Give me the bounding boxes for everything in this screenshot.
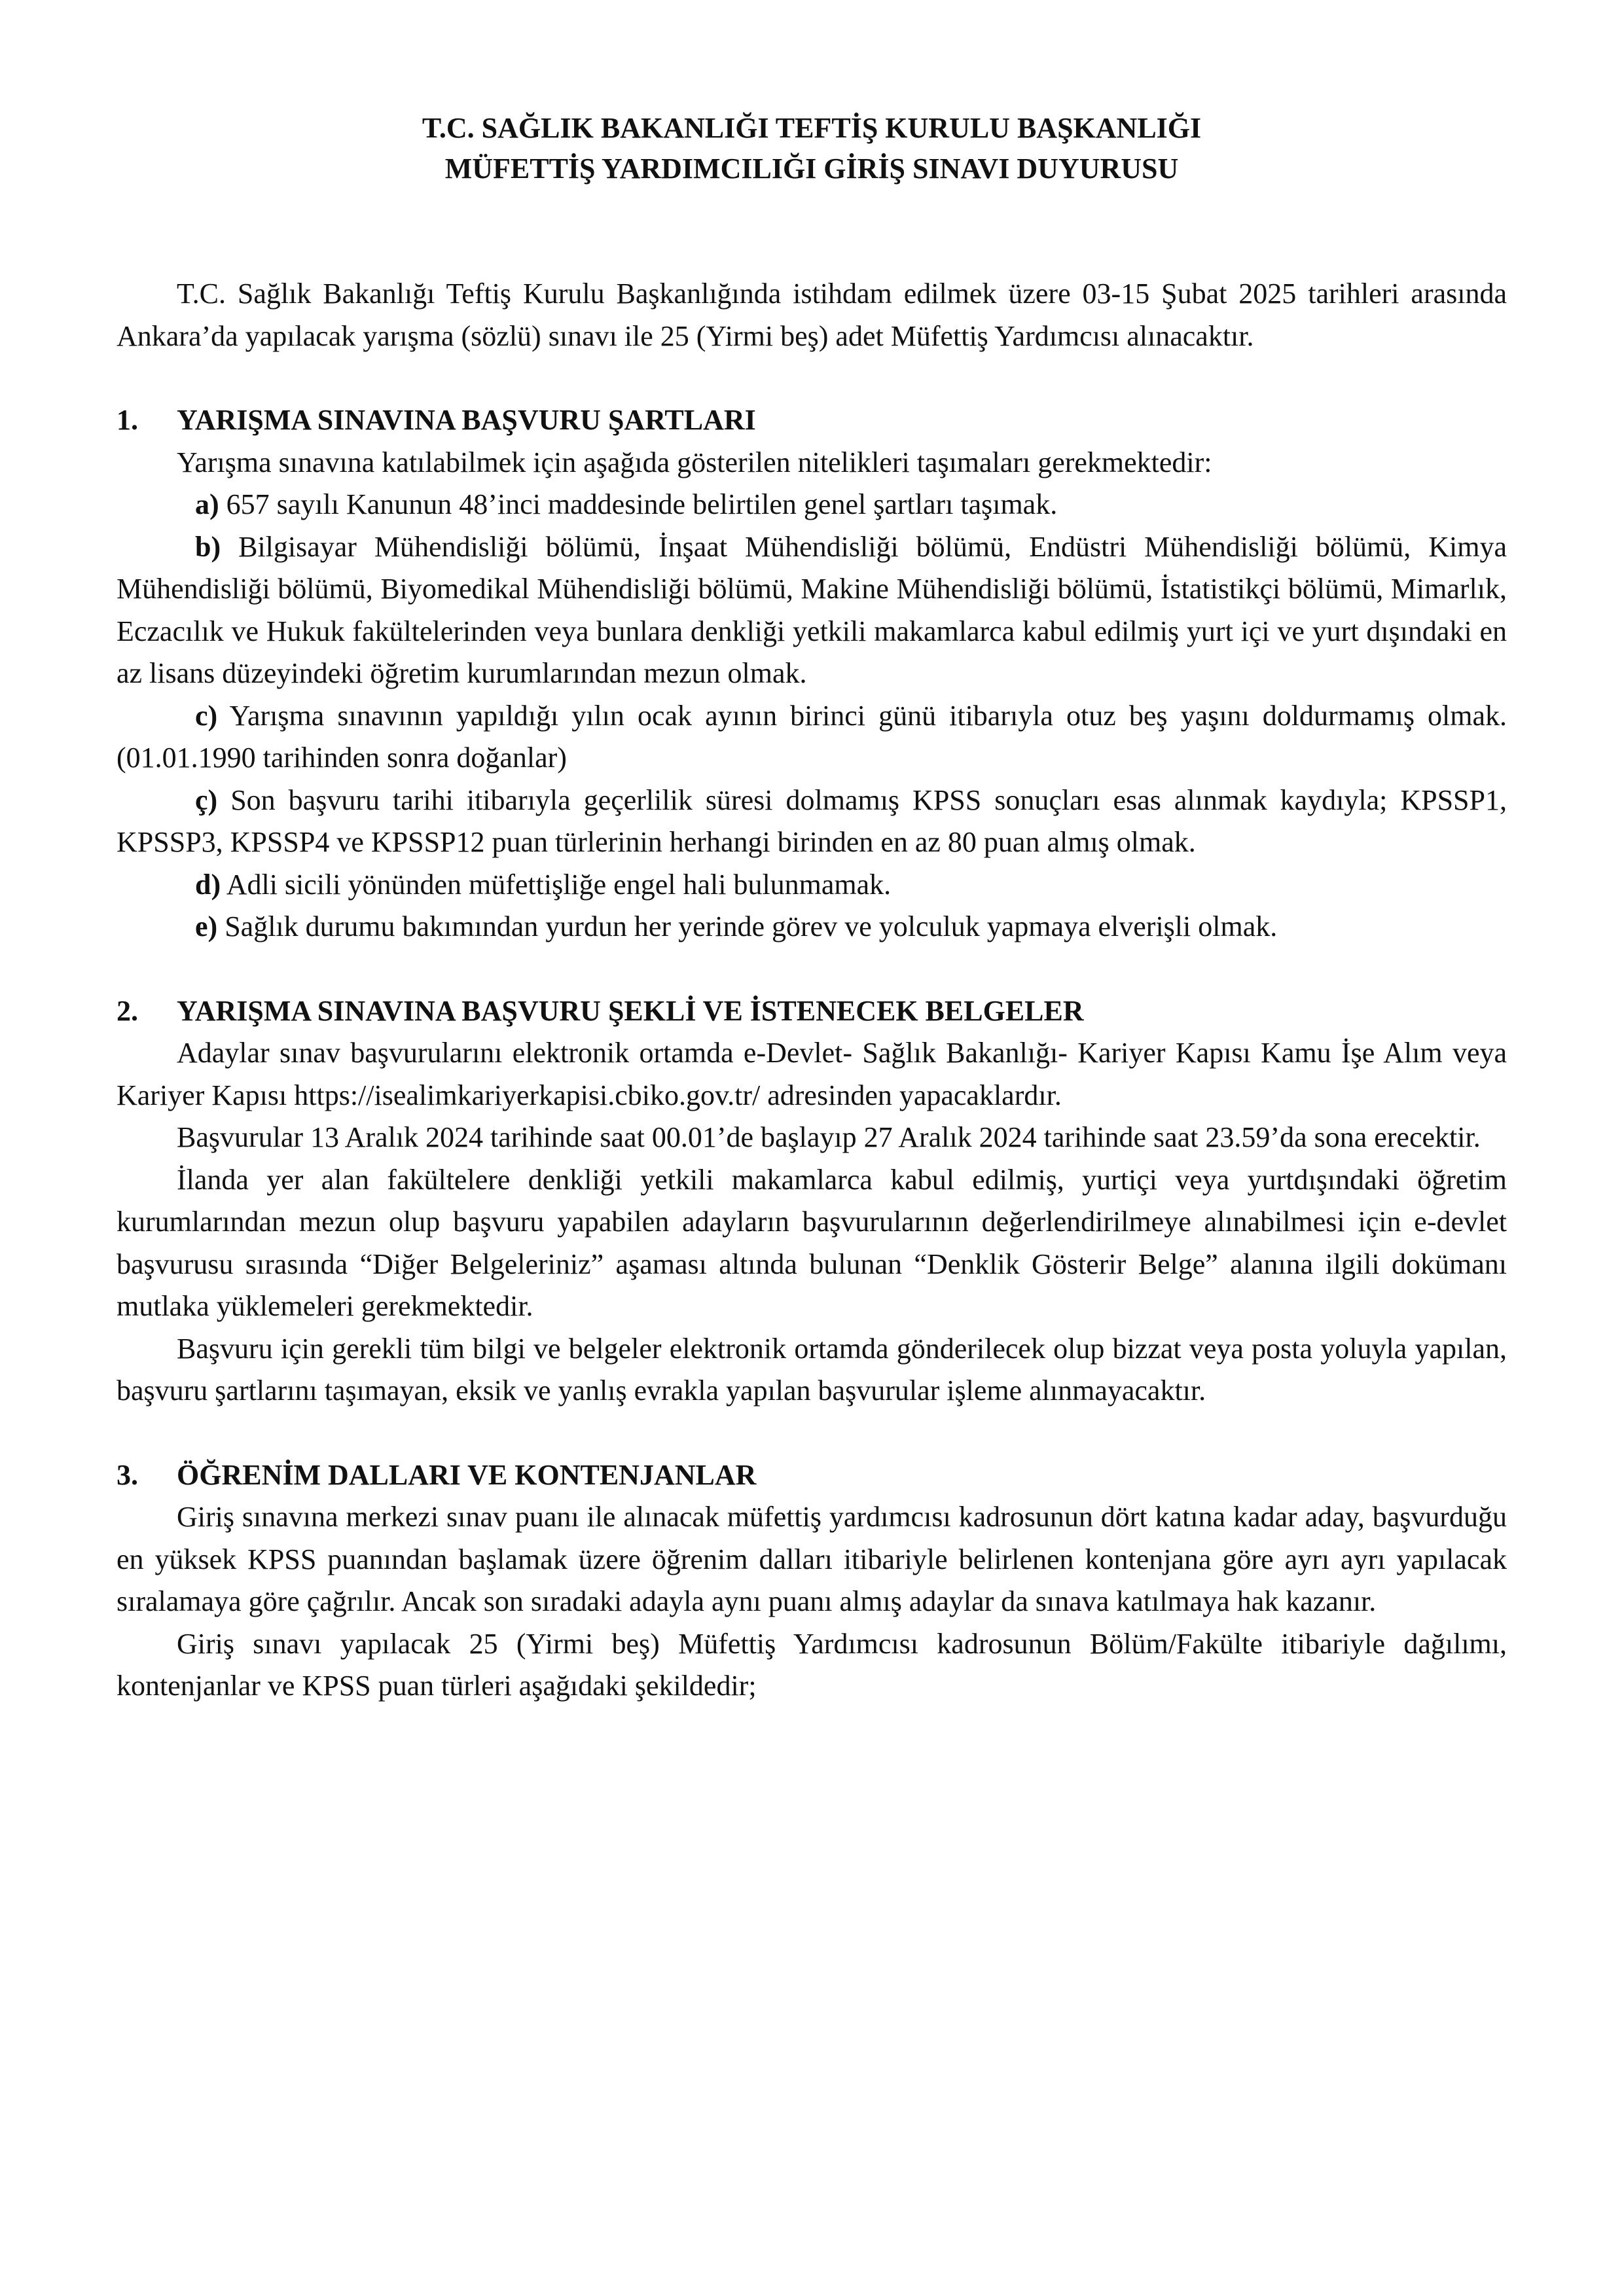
section-1-heading — [117, 399, 1507, 442]
section-3-paragraph: Giriş sınavı yapılacak 25 (Yirmi beş) Müfettiş Yardımcısı kadrosunun Bölüm/Fakülte itibariyle dağılımı, kontenjanlar ve KPSS puan türleri aşağıdaki şekildedir; — [117, 1627, 1507, 1702]
item-label: b) — [195, 530, 221, 563]
requirement-item-e — [117, 906, 1507, 948]
item-label: c) — [195, 699, 218, 732]
section-3-title: ÖĞRENİM DALLARI VE KONTENJANLAR — [177, 1458, 757, 1491]
section-1-number: 1. — [117, 404, 138, 436]
section-2-paragraph: Başvurular 13 Aralık 2024 tarihinde saat 00.01’de başlayıp 27 Aralık 2024 tarihinde saat 23.59’da sona erecektir. — [177, 1121, 1481, 1153]
section-3-heading — [117, 1454, 1507, 1497]
section-2-number: 2. — [117, 994, 138, 1027]
title-line-2: MÜFETTİŞ YARDIMCILIĞI GİRİŞ SINAVI DUYURUSU — [444, 152, 1179, 185]
section-2-paragraph: Başvuru için gerekli tüm bilgi ve belgeler elektronik ortamda gönderilecek olup bizzat veya posta yoluyla yapılan, başvuru şartlarını taşımayan, eksik ve yanlış evrakla yapılan başvurular işleme alınmayacaktır. — [117, 1332, 1507, 1407]
item-label: e) — [195, 910, 218, 942]
item-label: ç) — [195, 783, 218, 816]
item-text: 657 sayılı Kanunun 48’inci maddesinde belirtilen genel şartları taşımak. — [219, 488, 1058, 520]
item-text: Son başvuru tarihi itibarıyla geçerlilik süresi dolmamış KPSS sonuçları esas alınmak kaydıyla; KPSSP1, KPSSP3, KPSSP4 ve KPSSP12 puan türlerinin herhangi birinden en az 80 puan almış olmak. — [117, 783, 1507, 858]
section-1-lead: Yarışma sınavına katılabilmek için aşağıda gösterilen nitelikleri taşımaları gerekmektedir: — [177, 446, 1212, 478]
item-label: a) — [195, 488, 219, 520]
item-text: Adli sicili yönünden müfettişliğe engel hali bulunmamak. — [221, 868, 892, 901]
section-2-heading — [117, 990, 1507, 1033]
section-2-title: YARIŞMA SINAVINA BAŞVURU ŞEKLİ VE İSTENECEK BELGELER — [177, 994, 1084, 1027]
document-title — [117, 108, 1507, 189]
item-text: Sağlık durumu bakımından yurdun her yerinde görev ve yolculuk yapmaya elverişli olmak. — [217, 910, 1278, 942]
section-3-number: 3. — [117, 1458, 138, 1491]
requirement-item-d — [117, 864, 1507, 906]
requirement-item-b — [117, 526, 1507, 695]
section-1-title: YARIŞMA SINAVINA BAŞVURU ŞARTLARI — [177, 404, 756, 436]
item-label: d) — [195, 868, 221, 901]
requirement-item-c — [117, 695, 1507, 780]
section-2-paragraph: İlanda yer alan fakültelere denkliği yetkili makamlarca kabul edilmiş, yurtiçi veya yurtdışındaki öğretim kurumlarından mezun olup başvuru yapabilen adayların başvurularının değerlendirilmeye alınabilmesi için e-devlet başvurusu sırasında “Diğer Belgeleriniz” aşaması altında bulunan “Denklik Gösterir Belge” alanına ilgili dokümanı mutlaka yüklemeleri gerekmektedir. — [117, 1163, 1507, 1322]
requirement-item-c-cedilla — [117, 780, 1507, 864]
item-text: Bilgisayar Mühendisliği bölümü, İnşaat Mühendisliği bölümü, Endüstri Mühendisliği bölümü, Kimya Mühendisliği bölümü, Biyomedikal Mühendisliği bölümü, Makine Mühendisliği bölümü, İstatistikçi bölümü, Mimarlık, Eczacılık ve Hukuk fakültelerinden veya bunlara denkliği yetkili makamlarca kabul edilmiş yurt içi ve yurt dışındaki en az lisans düzeyindeki öğretim kurumlarından mezun olmak. — [117, 530, 1507, 689]
intro-paragraph: T.C. Sağlık Bakanlığı Teftiş Kurulu Başkanlığında istihdam edilmek üzere 03-15 Şubat 2025 tarihleri arasında Ankara’da yapılacak yarışma (sözlü) sınavı ile 25 (Yirmi beş) adet Müfettiş Yardımcısı alınacaktır. — [117, 278, 1507, 352]
requirement-item-a — [117, 484, 1507, 526]
title-line-1: T.C. SAĞLIK BAKANLIĞI TEFTİŞ KURULU BAŞKANLIĞI — [422, 112, 1202, 144]
section-2-paragraph: Adaylar sınav başvurularını elektronik ortamda e-Devlet- Sağlık Bakanlığı- Kariyer Kapısı Kamu İşe Alım veya Kariyer Kapısı https://isealimkariyerkapisi.cbiko.gov.tr/ adresinden yapacaklardır. — [117, 1037, 1507, 1111]
document-body — [117, 108, 1507, 1708]
section-3-paragraph: Giriş sınavına merkezi sınav puanı ile alınacak müfettiş yardımcısı kadrosunun dört katına kadar aday, başvurduğu en yüksek KPSS puanından başlamak üzere öğrenim dalları itibariyle belirlenen kontenjana göre ayrı ayrı yapılacak sıralamaya göre çağrılır. Ancak son sıradaki adayla aynı puanı almış adaylar da sınava katılmaya hak kazanır. — [117, 1501, 1507, 1617]
item-text: Yarışma sınavının yapıldığı yılın ocak ayının birinci günü itibarıyla otuz beş yaşını doldurmamış olmak. (01.01.1990 tarihinden sonra doğanlar) — [117, 699, 1507, 774]
